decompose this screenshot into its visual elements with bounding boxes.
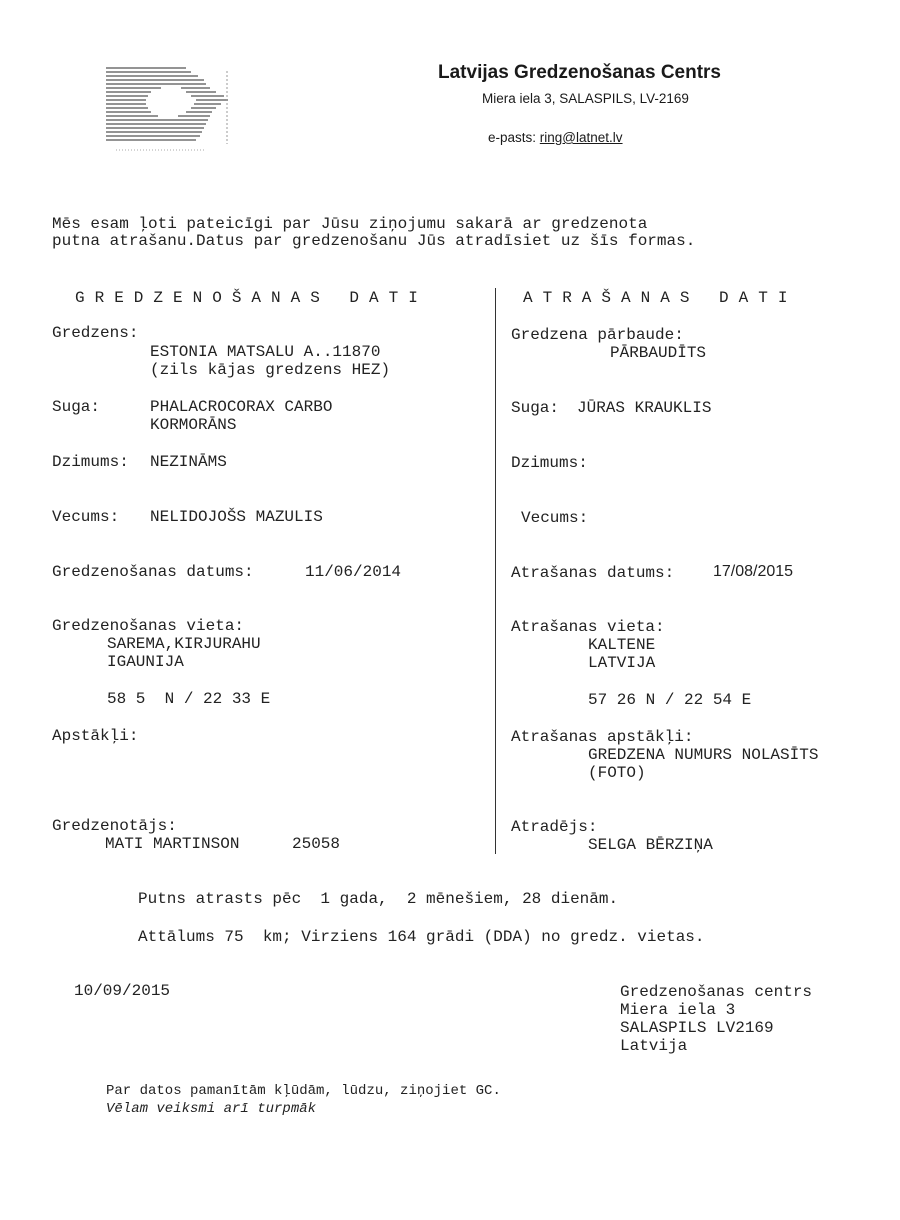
intro-text — [52, 216, 695, 250]
ring-note: (zils kājas gredzens HEZ) — [150, 361, 391, 379]
finding-date-value: 17/08/2015 — [713, 563, 794, 580]
distance-summary: Attālums 75 km; Virziens 164 grādi (DDA) no gredz. vietas. — [138, 928, 705, 946]
finding-conditions-line-2: (FOTO) — [588, 764, 646, 782]
sex-value-left: NEZINĀMS — [150, 453, 227, 471]
age-label-left: Vecums: — [52, 508, 120, 526]
species-value-right: JŪRAS KRAUKLIS — [577, 399, 712, 417]
finding-place-line-2: LATVIJA — [588, 654, 656, 672]
ringing-date-value: 11/06/2014 — [305, 563, 402, 581]
center-address-line-3: SALASPILS LV2169 — [620, 1019, 774, 1037]
conditions-label-left: Apstākļi: — [52, 727, 139, 745]
org-email-line — [488, 130, 623, 145]
ringer-name: MATI MARTINSON — [105, 835, 240, 853]
species-local: KORMORĀNS — [150, 416, 237, 434]
ringing-date-label: Gredzenošanas datums: — [52, 563, 254, 581]
email-link[interactable]: ring@latnet.lv — [539, 130, 623, 145]
finding-conditions-label: Atrašanas apstākļi: — [511, 728, 694, 746]
finder-label: Atradējs: — [511, 818, 598, 836]
finding-conditions-line-1: GREDZENA NUMURS NOLASĪTS — [588, 746, 819, 764]
ringing-place-label: Gredzenošanas vieta: — [52, 617, 245, 635]
email-label: e-pasts: — [488, 130, 537, 145]
finding-date-label: Atrašanas datums: — [511, 564, 675, 582]
org-address: Miera iela 3, SALASPILS, LV-2169 — [482, 91, 689, 106]
species-label-left: Suga: — [52, 398, 101, 416]
intro-line-1: Mēs esam ļoti pateicīgi par Jūsu ziņojumu sakarā ar gredzenota — [52, 215, 648, 233]
finder-name: SELGA BĒRZIŅA — [588, 836, 713, 854]
species-label-right: Suga: — [511, 399, 560, 417]
sex-label-right: Dzimums: — [511, 454, 588, 472]
ring-check-label: Gredzena pārbaude: — [511, 326, 684, 344]
center-address-block — [620, 983, 812, 1055]
ringer-id: 25058 — [292, 835, 341, 853]
sex-label-left: Dzimums: — [52, 453, 129, 471]
center-address-line-1: Gredzenošanas centrs — [620, 983, 813, 1001]
species-latin: PHALACROCORAX CARBO — [150, 398, 333, 416]
time-elapsed-summary: Putns atrasts pēc 1 gada, 2 mēnešiem, 28 dienām. — [138, 890, 619, 908]
ringing-place-line-1: SAREMA,KIRJURAHU — [107, 635, 261, 653]
column-divider — [495, 288, 496, 854]
ringing-coords: 58 5 N / 22 33 E — [107, 690, 271, 708]
finding-place-line-1: KALTENE — [588, 636, 656, 654]
ring-label: Gredzens: — [52, 324, 139, 342]
ring-check-value: PĀRBAUDĪTS — [610, 344, 707, 362]
center-address-line-2: Miera iela 3 — [620, 1001, 736, 1019]
error-report-note: Par datos pamanītām kļūdām, lūdzu, ziņojiet GC. — [106, 1083, 501, 1099]
finding-place-label: Atrašanas vieta: — [511, 618, 665, 636]
age-value-left: NELIDOJOŠS MAZULIS — [150, 508, 323, 526]
ringing-data-heading: GREDZENOŠANAS DATI — [75, 289, 428, 307]
finding-data-heading: ATRAŠANAS DATI — [523, 289, 798, 307]
org-logo — [106, 66, 236, 156]
document-date: 10/09/2015 — [74, 982, 171, 1000]
ringer-label: Gredzenotājs: — [52, 817, 177, 835]
ring-value: ESTONIA MATSALU A..11870 — [150, 343, 381, 361]
intro-line-2: putna atrašanu.Datus par gredzenošanu Jūs atradīsiet uz šīs formas. — [52, 232, 696, 250]
org-name: Latvijas Gredzenošanas Centrs — [438, 62, 721, 83]
finding-coords: 57 26 N / 22 54 E — [588, 691, 752, 709]
ringing-place-line-2: IGAUNIJA — [107, 653, 184, 671]
age-label-right: Vecums: — [521, 509, 589, 527]
center-address-line-4: Latvija — [620, 1037, 688, 1055]
closing-wish: Vēlam veiksmi arī turpmāk — [106, 1101, 317, 1117]
